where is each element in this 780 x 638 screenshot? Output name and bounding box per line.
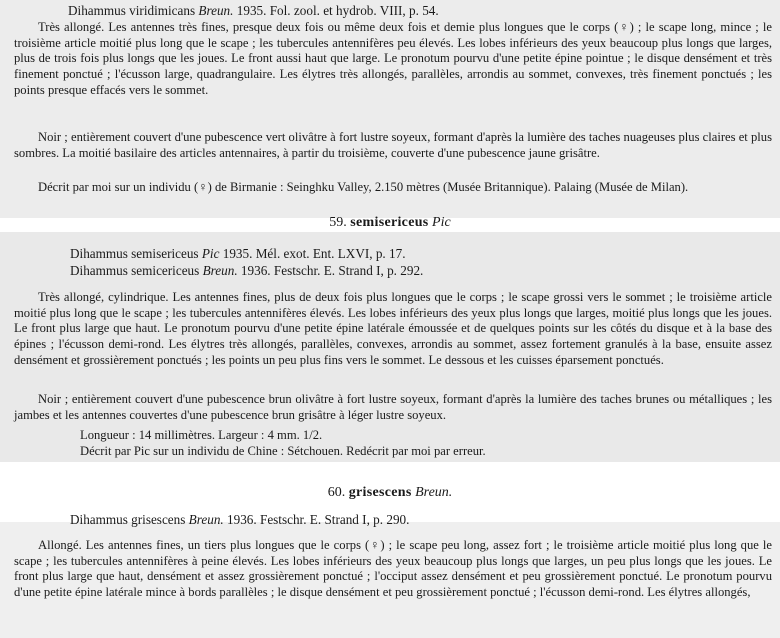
species-heading-59: 59. semisericeus Pic	[329, 215, 451, 230]
reference-viridimicans	[68, 2, 439, 19]
species-heading-60: 60. grisescens Breun.	[327, 485, 453, 500]
description-paragraph: Allongé. Les antennes fines, un tiers plus longues que le corps (♀) ; le scape peu long, assez fort ; le troisième article moitié plus long que le scape ; les tubercules antennifères à peine élevés. Les lobes inférieurs des yeux beaucoup plus longs que larges, un peu plus longs que les joues. Le front plus large que haut, densément et assez grossièrement ponctué ; l'occiput assez densément et peu grossièrement ponctué. Le pronotum pourvu d'une petite épine latérale mince à bords parallèles ; le disque densément et peu grossièrement ponctué ; l'écusson demi-rond. Les élytres allongés,	[14, 538, 772, 600]
description-paragraph: Très allongé. Les antennes très fines, presque deux fois ou même deux fois et demie plus longues que le corps (♀) ; le scape long, mince ; le troisième article moitié plus long que le scape ; les tubercules antennifères peu élevés. Les lobes inférieurs des yeux beaucoup plus longs que larges, plus de trois fois plus longs que les joues. Le front aussi haut que large. Le pronotum pourvu d'une petite épine pointue ; le disque densément et très finement ponctué ; l'écusson large, quadrangulaire. Les élytres très allongés, parallèles, arrondis au sommet, convexes, très finement ponctués ; les points presque effacés vers le sommet.	[14, 20, 772, 97]
ref-citation: 1935. Fol. zool. et hydrob. VIII, p. 54.	[236, 3, 439, 18]
reference-semisericeus: Dihammus semisericeus Pic 1935. Mél. exot. Ent. LXVI, p. 17.	[70, 246, 406, 261]
measurements-paragraph: Longueur : 14 millimètres. Largeur : 4 mm. 1/2.	[80, 428, 323, 442]
provenance-paragraph: Décrit par moi sur un individu (♀) de Birmanie : Seinghku Valley, 2.150 mètres (Musée Britannique). Palaing (Musée de Milan).	[38, 180, 689, 194]
coloration-paragraph: Noir ; entièrement couvert d'une pubescence vert olivâtre à fort lustre soyeux, formant d'après la lumière des taches nuageuses plus claires et plus sombres. La moitié basilaire des articles antennaires, à partir du troisième, couverte d'une pubescence jaune grisâtre.	[14, 130, 772, 160]
coloration-paragraph: Noir ; entièrement couvert d'une pubescence brun olivâtre à fort lustre soyeux, formant d'après la lumière des taches brunes ou métalliques ; les jambes et les antennes couvertes d'une pubescence brun grisâtre à léger lustre soyeux.	[14, 392, 772, 422]
provenance-paragraph: Décrit par Pic sur un individu de Chine : Sétchouen. Redécrit par moi par erreur.	[80, 444, 486, 458]
ref-genus: Dihammus viridimicans	[68, 3, 196, 18]
ref-author: Breun.	[198, 3, 234, 18]
reference-semicericeus: Dihammus semicericeus Breun. 1936. Festschr. E. Strand I, p. 292.	[70, 263, 424, 278]
description-paragraph: Très allongé, cylindrique. Les antennes fines, plus de deux fois plus longues que le corps ; le scape grossi vers le sommet ; le troisième article moitié plus long que le scape ; les tubercules antennifères élevés. Les lobes inférieurs des yeux plus longs que larges, moitié plus longs que les joues. Le front plus large que haut. Le pronotum pourvu d'une petite épine latérale émoussée et de quelques points sur les côtés du disque et à la base des épines ; l'écusson demi-rond. Les élytres très allongés, parallèles, convexes, arrondis au sommet, assez fortement granulés à la base, ensuite assez densément et grossièrement ponctués ; les points un peu plus fins vers le sommet. Le dessous et les cuisses éparsement ponctués.	[14, 290, 772, 367]
reference-grisescens: Dihammus grisescens Breun. 1936. Festschr. E. Strand I, p. 290.	[70, 512, 410, 527]
